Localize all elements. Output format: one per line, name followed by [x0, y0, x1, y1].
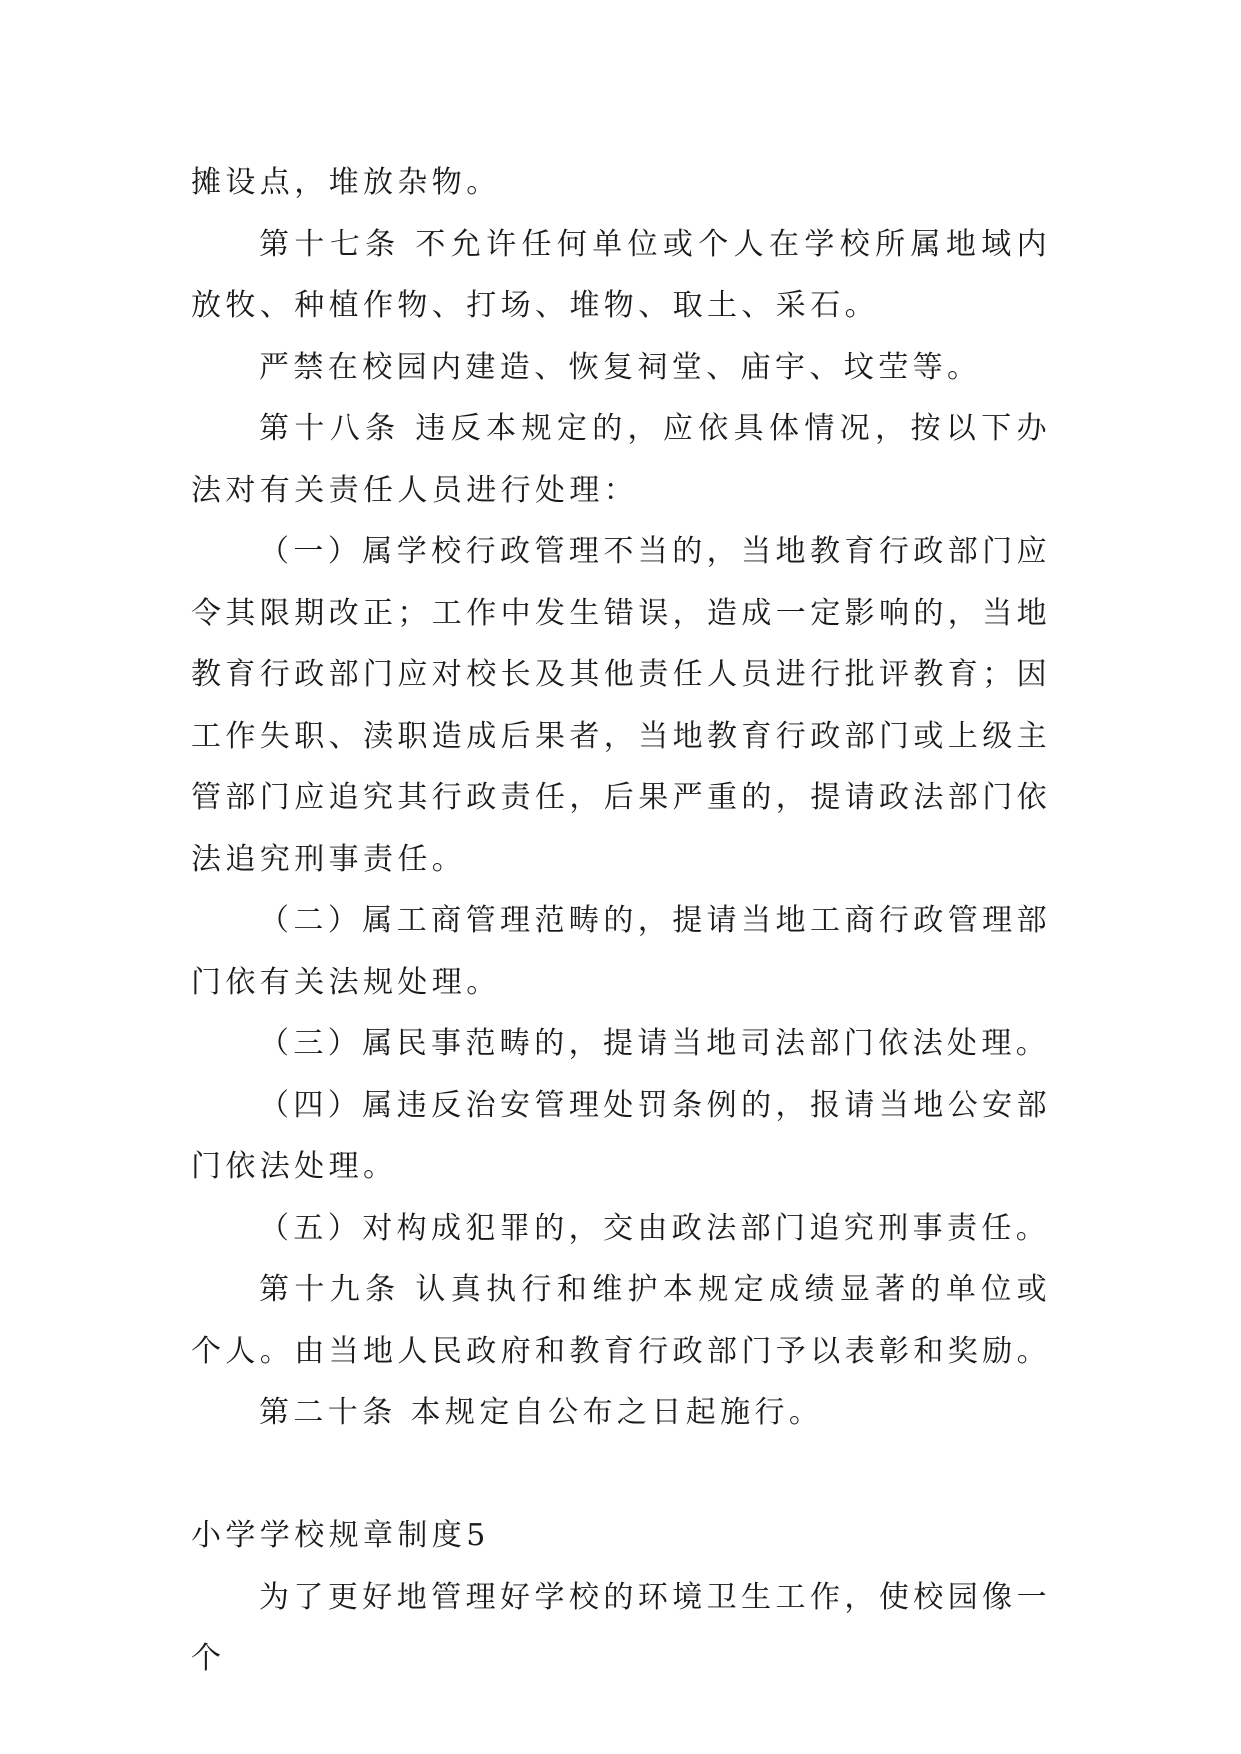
- document-body: [191, 152, 1051, 1690]
- paragraph-article-20: 第二十条 本规定自公布之日起施行。: [259, 1395, 824, 1430]
- paragraph-article-19: 第十九条 认真执行和维护本规定成绩显著的单位或个人。由当地人民政府和教育行政部门予以表彰和奖励。: [191, 1272, 1051, 1369]
- paragraph-1: 摊设点，堆放杂物。: [191, 165, 501, 200]
- section-paragraph-1: 为了更好地管理好学校的环境卫生工作，使校园像一个: [191, 1579, 1051, 1676]
- paragraph-item-4: （四）属违反治安管理处罚条例的，报请当地公安部门依法处理。: [191, 1087, 1051, 1184]
- paragraph-item-3: （三）属民事范畴的，提请当地司法部门依法处理。: [259, 1026, 1051, 1061]
- paragraph-article-17: 第十七条 不允许任何单位或个人在学校所属地域内放牧、种植作物、打场、堆物、取土、采石。: [191, 226, 1051, 323]
- section-title: 小学学校规章制度5: [191, 1518, 490, 1553]
- paragraph-article-18: 第十八条 违反本规定的，应依具体情况，按以下办法对有关责任人员进行处理：: [191, 411, 1051, 508]
- paragraph-prohibition: 严禁在校园内建造、恢复祠堂、庙宇、坟茔等。: [259, 349, 982, 385]
- paragraph-item-5: （五）对构成犯罪的，交由政法部门追究刑事责任。: [259, 1210, 1051, 1246]
- paragraph-item-1: （一）属学校行政管理不当的，当地教育行政部门应令其限期改正；工作中发生错误，造成一定影响的，当地教育行政部门应对校长及其他责任人员进行批评教育；因工作失职、渎职造成后果者，当地教育行政部门或上级主管部门应追究其行政责任，后果严重的，提请政法部门依法追究刑事责任。: [191, 534, 1051, 877]
- paragraph-item-2: （二）属工商管理范畴的，提请当地工商行政管理部门依有关法规处理。: [191, 903, 1051, 1000]
